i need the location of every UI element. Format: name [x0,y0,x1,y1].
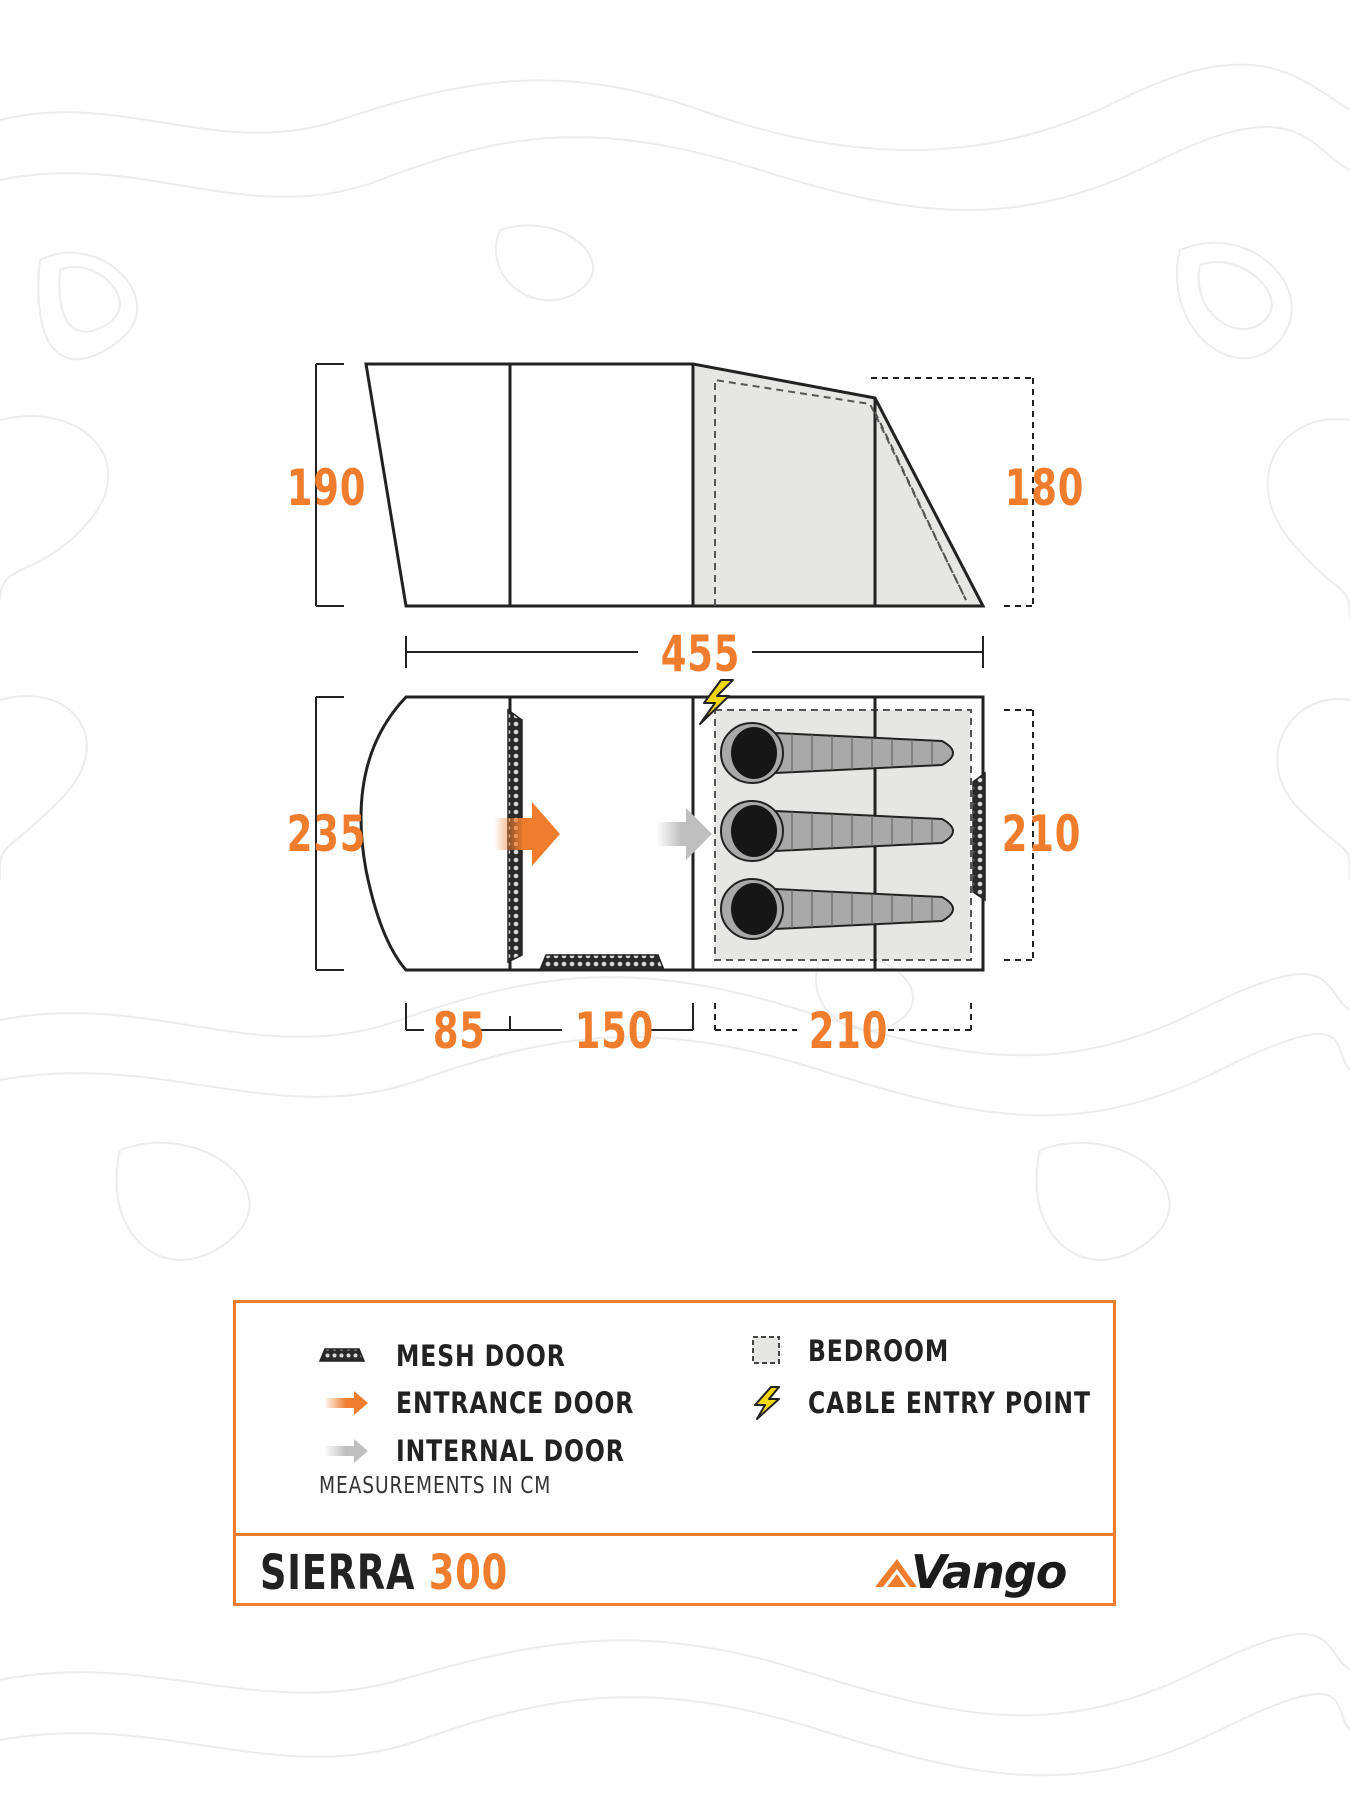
side-elevation [366,364,983,606]
lightning-bolt-icon [749,1385,785,1421]
legend-entrance-door-label: ENTRANCE DOOR [396,1386,635,1420]
legend-mesh-door-label: MESH DOOR [396,1339,566,1373]
dimension-side-rear-height: 180 [1004,459,1085,517]
internal-arrow-icon [656,808,712,860]
entrance-arrow-icon [494,802,560,866]
dimension-bedroom-length: 210 [808,1002,889,1060]
product-model-name: SIERRA [260,1545,416,1601]
product-title [260,1545,508,1601]
legend-internal-door-label: INTERNAL DOOR [396,1434,625,1468]
dimension-total-length: 455 [660,625,741,683]
legend-cable-entry-label: CABLE ENTRY POINT [808,1386,1091,1420]
internal-arrow-icon [324,1437,372,1465]
dimension-porch-length: 85 [432,1002,486,1060]
brand-name: Vango [911,1545,1067,1599]
legend-divider [236,1533,1113,1536]
mesh-door-icon [317,1345,367,1365]
legend-panel [233,1300,1116,1606]
legend-bedroom-label: BEDROOM [808,1334,950,1368]
dimension-living-length: 150 [574,1002,655,1060]
entrance-arrow-icon [324,1389,372,1417]
vango-logo [873,1547,1073,1607]
measurements-note: MEASUREMENTS IN CM [319,1473,552,1499]
sleeping-bag-icon [721,723,953,939]
dimension-bedroom-width: 210 [1001,805,1082,863]
dimension-floor-width: 235 [286,805,367,863]
product-model-number: 300 [428,1545,509,1601]
dimension-side-front-height: 190 [286,459,367,517]
bedroom-icon [751,1335,781,1365]
